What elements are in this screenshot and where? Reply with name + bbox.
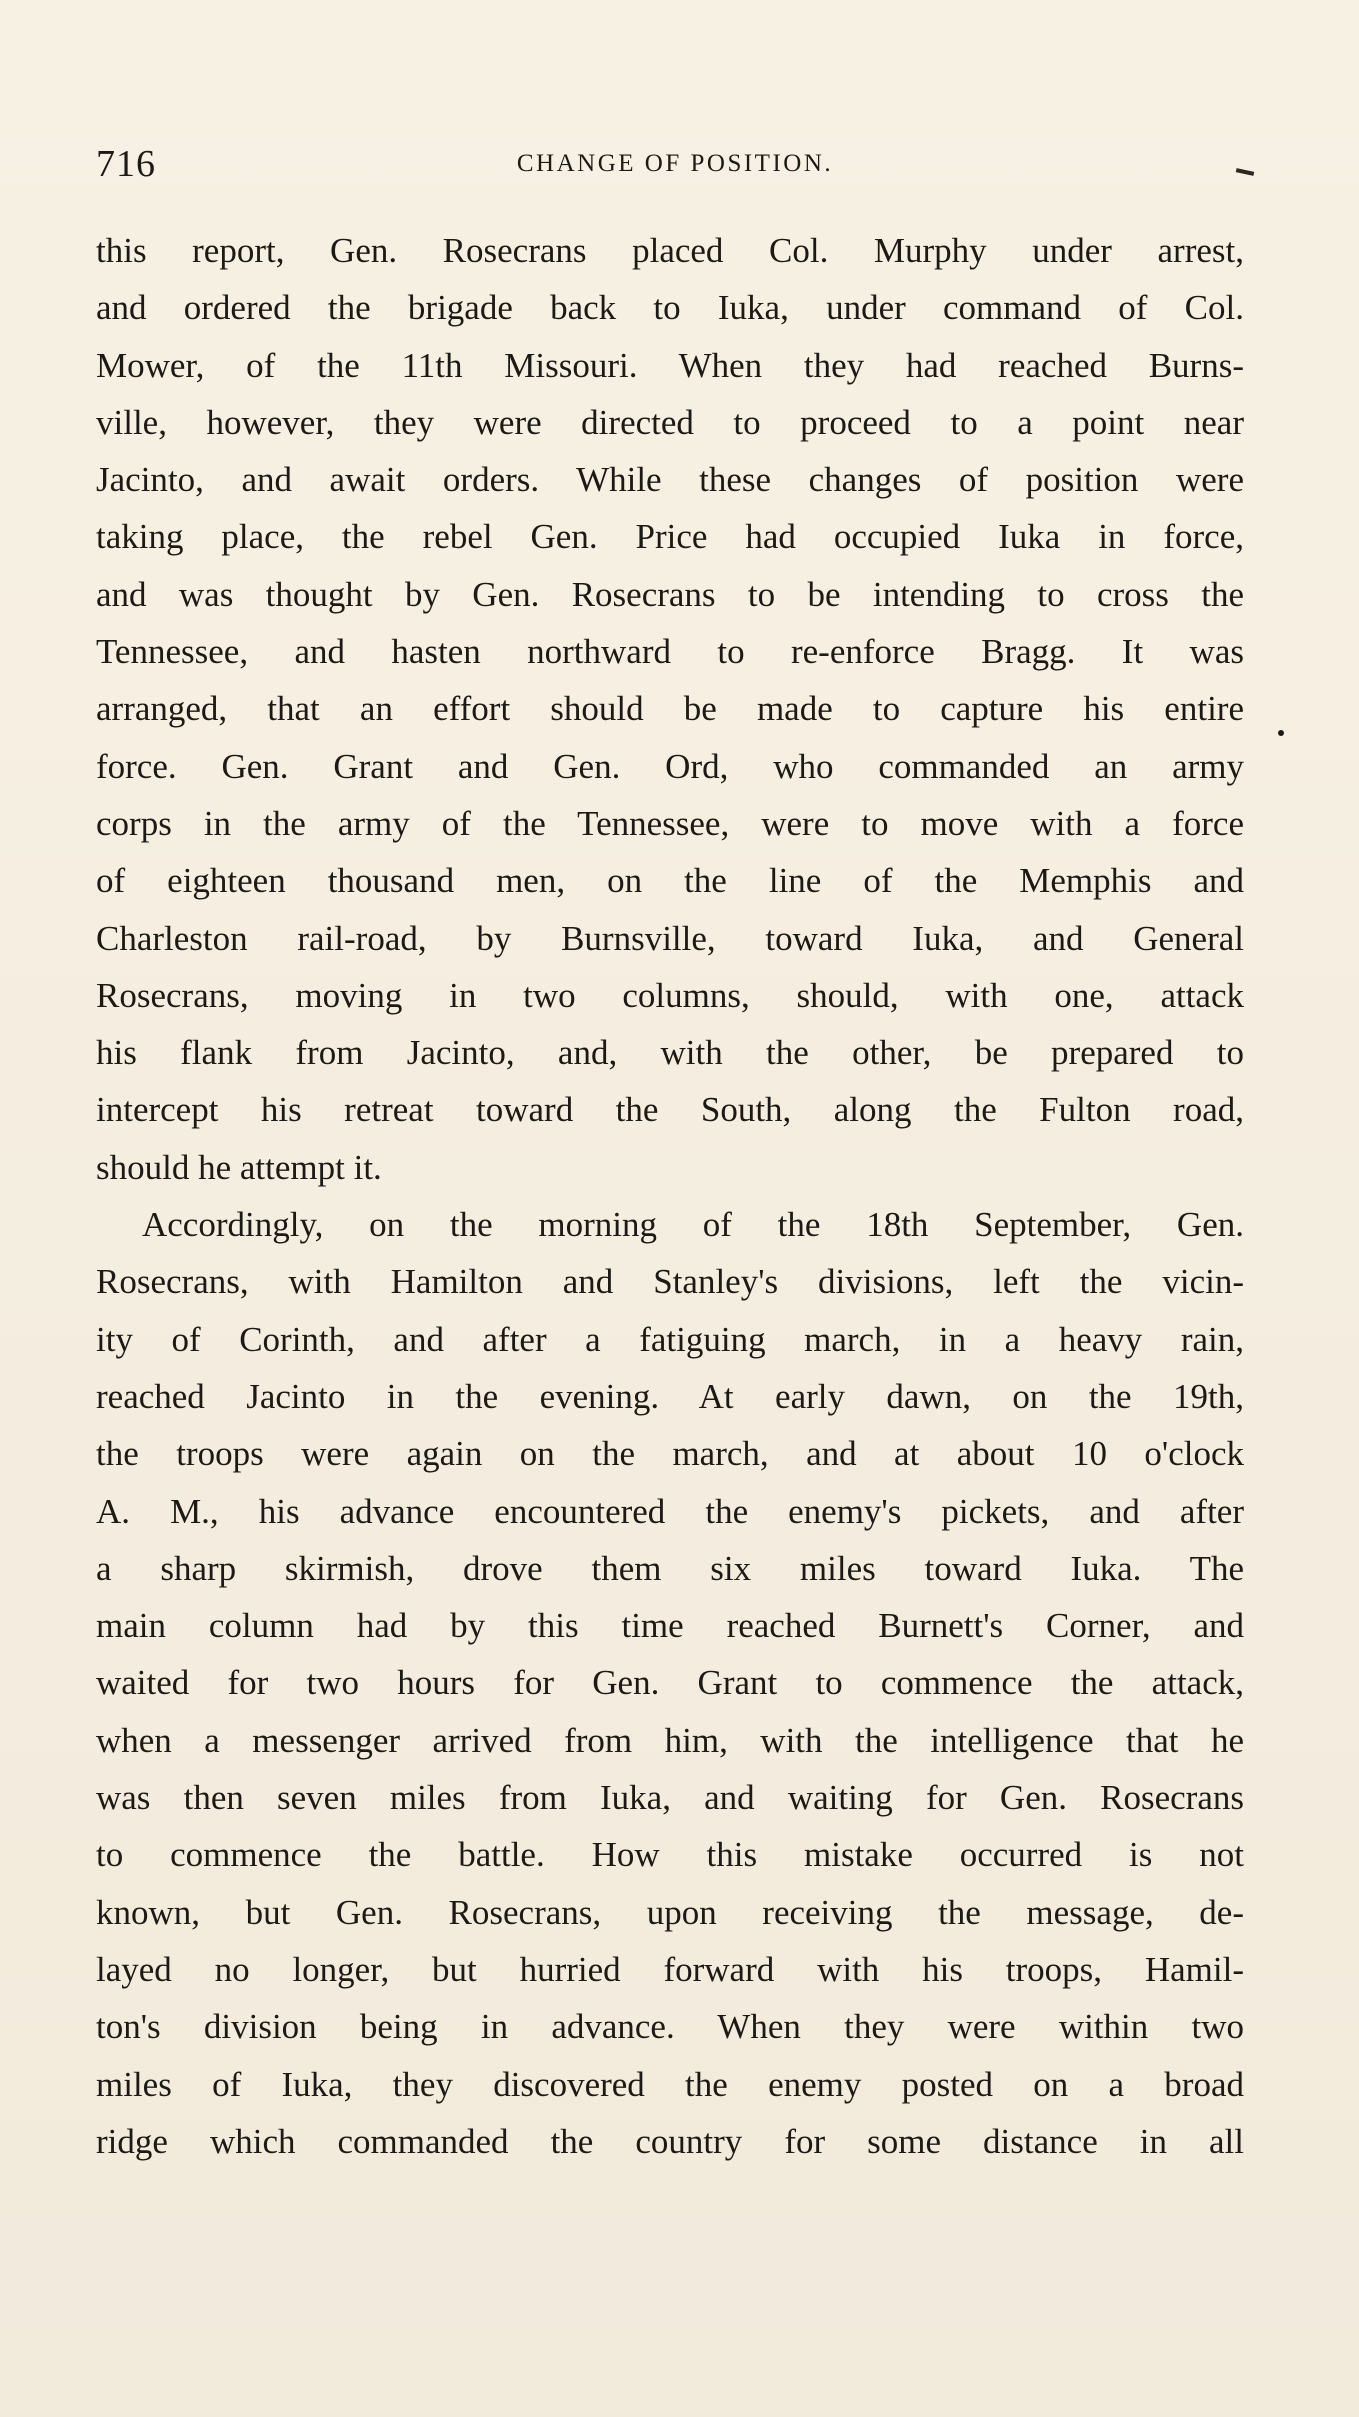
body-text xyxy=(96,222,1244,2170)
text-line: Rosecrans, moving in two columns, should, with one, attack xyxy=(96,975,1244,1015)
text-line: Mower, of the 11th Missouri. When they had reached Burns- xyxy=(96,345,1244,385)
text-line: intercept his retreat toward the South, along the Fulton road, xyxy=(96,1090,1244,1130)
text-line: was then seven miles from Iuka, and waiting for Gen. Rosecrans xyxy=(96,1778,1244,1818)
text-line: ville, however, they were directed to proceed to a point near xyxy=(96,402,1244,442)
text-line: arranged, that an effort should be made to capture his entire xyxy=(96,689,1244,729)
text-line: known, but Gen. Rosecrans, upon receiving the message, de- xyxy=(96,1892,1244,1932)
text-line: to commence the battle. How this mistake occurred is not xyxy=(96,1835,1244,1875)
text-line: ton's division being in advance. When they were within two xyxy=(96,2007,1244,2047)
text-line: the troops were again on the march, and at about 10 o'clock xyxy=(96,1434,1244,1474)
text-line: Rosecrans, with Hamilton and Stanley's divisions, left the vicin- xyxy=(96,1262,1244,1302)
text-line: main column had by this time reached Burnett's Corner, and xyxy=(96,1606,1244,1646)
text-line: a sharp skirmish, drove them six miles toward Iuka. The xyxy=(96,1548,1244,1588)
text-line: corps in the army of the Tennessee, were to move with a force xyxy=(96,803,1244,843)
text-line: his flank from Jacinto, and, with the other, be prepared to xyxy=(96,1033,1244,1073)
text-line: Jacinto, and await orders. While these changes of position were xyxy=(96,460,1244,500)
text-line: taking place, the rebel Gen. Price had occupied Iuka in force, xyxy=(96,517,1244,557)
text-line: Charleston rail-road, by Burnsville, toward Iuka, and General xyxy=(96,918,1244,958)
text-line: and was thought by Gen. Rosecrans to be intending to cross the xyxy=(96,574,1244,614)
running-head: CHANGE OF POSITION. xyxy=(516,150,834,177)
text-line: miles of Iuka, they discovered the enemy posted on a broad xyxy=(96,2064,1244,2104)
text-line: Tennessee, and hasten northward to re-enforce Bragg. It was xyxy=(96,632,1244,672)
text-line: of eighteen thousand men, on the line of the Memphis and xyxy=(96,861,1244,901)
text-line: when a messenger arrived from him, with the intelligence that he xyxy=(96,1720,1244,1760)
text-line: this report, Gen. Rosecrans placed Col. Murphy under arrest, xyxy=(96,231,1244,270)
margin-dot xyxy=(1278,730,1284,736)
text-line: ity of Corinth, and after a fatiguing march, in a heavy rain, xyxy=(96,1319,1244,1359)
page-header xyxy=(96,142,1254,185)
text-line: reached Jacinto in the evening. At early dawn, on the 19th, xyxy=(96,1376,1244,1416)
text-line: waited for two hours for Gen. Grant to commence the attack, xyxy=(96,1663,1244,1703)
text-line: ridge which commanded the country for some distance in all xyxy=(96,2121,1244,2161)
text-line: layed no longer, but hurried forward with his troops, Hamil- xyxy=(96,1949,1244,1989)
text-line: should he attempt it. xyxy=(96,1147,382,1187)
text-line: force. Gen. Grant and Gen. Ord, who commanded an army xyxy=(96,746,1244,786)
text-line: A. M., his advance encountered the enemy's pickets, and after xyxy=(96,1491,1244,1531)
text-line: Accordingly, on the morning of the 18th September, Gen. xyxy=(142,1205,1244,1245)
text-line: and ordered the brigade back to Iuka, under command of Col. xyxy=(96,288,1244,328)
page-number: 716 xyxy=(96,143,156,185)
